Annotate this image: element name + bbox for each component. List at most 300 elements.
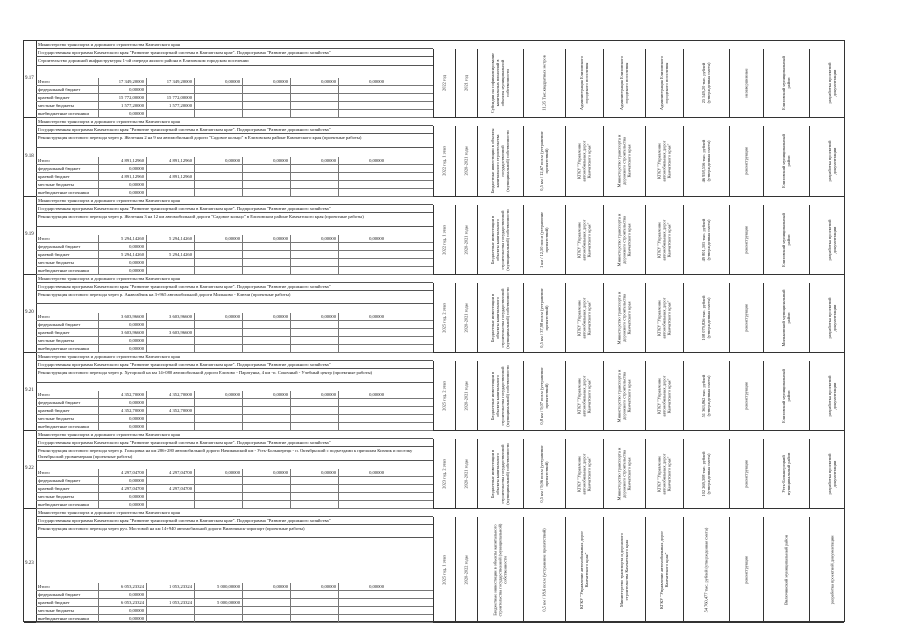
attribute-cell xyxy=(603,517,643,622)
funding-value-cell xyxy=(242,321,290,329)
attribute-cell xyxy=(763,205,807,274)
attribute-text: Администрация Елизовского городского поселения xyxy=(578,55,589,111)
funding-value-cell: 0,00000 xyxy=(242,235,290,243)
funding-value-cell xyxy=(194,477,242,485)
funding-value-cell xyxy=(242,251,290,259)
funding-value-cell: 4 297,04700 xyxy=(98,485,146,493)
funding-value-cell xyxy=(242,407,290,415)
attribute-cell xyxy=(645,283,681,352)
program-header: Государственная программа Камчатского края "Развитие транспортной системы в Камчатском крае". Подпрограмма "Развитие дорожного хозяйства" xyxy=(36,126,433,134)
funding-value-cell xyxy=(242,102,290,110)
funding-value-cell: 15 772,00000 xyxy=(146,94,194,102)
funding-value-cell xyxy=(290,337,338,345)
attribute-cell xyxy=(433,126,453,196)
object-block xyxy=(24,431,844,509)
attribute-text: разработка проектной документации xyxy=(826,374,837,417)
funding-row xyxy=(36,94,433,102)
attribute-columns xyxy=(433,361,844,430)
funding-row xyxy=(36,259,433,267)
funding-value-cell xyxy=(146,181,194,189)
funding-row xyxy=(36,391,433,399)
object-title: Реконструкция мостового перехода через р. Анавгайчик на 3+965 автомобильной дороги Мильково - Ключи (проектные работы) xyxy=(36,291,433,304)
funding-value-cell xyxy=(290,591,338,599)
funding-value-cell: 0,00000 xyxy=(98,501,146,509)
funding-value-cell xyxy=(338,329,386,337)
object-block xyxy=(24,41,844,118)
attribute-text: 0,5 км / 12,67 пог.м (устранение препятствий) xyxy=(538,131,549,191)
attribute-text: Министерство транспорта и дорожного строительства Камчатского края xyxy=(618,532,629,607)
funding-value-cell xyxy=(146,399,194,407)
funding-value-cell xyxy=(146,243,194,251)
funding-source-label: местные бюджеты xyxy=(38,608,74,613)
funding-source-label: внебюджетные источники xyxy=(38,268,89,273)
funding-value-cell: 0,00000 xyxy=(98,345,146,353)
attribute-cell xyxy=(455,205,475,274)
funding-value-cell: 3 603,96600 xyxy=(146,329,194,337)
funding-value-cell xyxy=(194,337,242,345)
attribute-text: 2022 год xyxy=(441,75,446,91)
funding-row xyxy=(36,599,433,607)
funding-value-cell xyxy=(338,599,386,607)
attribute-cell xyxy=(603,283,643,352)
funding-value-cell xyxy=(146,415,194,423)
funding-source-label: краевой бюджет xyxy=(38,252,70,257)
funding-value-cell xyxy=(242,607,290,615)
funding-value-cell xyxy=(146,189,194,197)
funding-value-cell: 4 352,70000 xyxy=(146,391,194,399)
attribute-text: Бюджетные инвестиции в объекты капитального строительства государственной (муниципальной) собственности xyxy=(489,208,510,271)
attribute-text: 2020-2021 годы xyxy=(463,380,468,411)
attribute-columns xyxy=(433,283,844,352)
attribute-cell xyxy=(455,49,475,117)
funding-row xyxy=(36,501,433,509)
funding-value-cell: 0,00000 xyxy=(290,235,338,243)
funding-value-cell xyxy=(290,615,338,623)
attribute-cell xyxy=(523,205,563,274)
funding-value-cell xyxy=(290,415,338,423)
funding-value-cell xyxy=(146,321,194,329)
attribute-cell xyxy=(477,517,521,622)
row-number-label: 9.22 xyxy=(25,466,34,472)
attribute-text: реконструкция xyxy=(743,555,748,584)
funding-value-cell xyxy=(242,94,290,102)
object-block xyxy=(24,509,844,623)
funding-value-cell: 0,00000 xyxy=(98,86,146,94)
funding-value-cell xyxy=(146,345,194,353)
funding-value-cell xyxy=(242,329,290,337)
funding-value-cell: 6 053,23324 xyxy=(98,599,146,607)
funding-row xyxy=(36,415,433,423)
program-header: Государственная программа Камчатского края "Развитие транспортной системы в Камчатском крае". Подпрограмма "Развитие дорожного хозяйства" xyxy=(36,439,433,447)
funding-table xyxy=(36,313,433,353)
attribute-cell xyxy=(729,126,761,196)
funding-value-cell xyxy=(338,399,386,407)
attribute-cell xyxy=(477,283,521,352)
funding-value-cell xyxy=(194,86,242,94)
attribute-cell xyxy=(565,205,601,274)
funding-value-cell: 1 053,23324 xyxy=(146,583,194,591)
document-table xyxy=(23,40,845,622)
attribute-cell xyxy=(729,361,761,430)
attribute-cell xyxy=(477,439,521,508)
funding-value-cell xyxy=(290,607,338,615)
funding-value-cell: 1 577,20000 xyxy=(98,102,146,110)
attribute-text: 2021 год xyxy=(463,75,468,91)
attribute-text: Министерство транспорта и дорожного строительства Камчатского края xyxy=(616,213,631,266)
funding-value-cell xyxy=(194,407,242,415)
attribute-cell xyxy=(683,205,727,274)
attribute-cell xyxy=(763,517,807,622)
funding-value-cell xyxy=(290,173,338,181)
funding-value-cell: 0,00000 xyxy=(290,391,338,399)
funding-value-cell: 4 352,70000 xyxy=(146,407,194,415)
attribute-cell xyxy=(565,49,601,117)
funding-source-label: федеральный бюджет xyxy=(38,244,81,249)
funding-value-cell xyxy=(242,259,290,267)
funding-source-label: федеральный бюджет xyxy=(38,322,81,327)
attribute-text: 2025 год, 2 этап xyxy=(441,302,446,333)
object-title: Реконструкция мостового перехода через руч. Мостовой на км 14+940 автомобильной дороги Вилючинск-аэропорт (проектные работы) xyxy=(36,525,433,538)
attribute-cell xyxy=(477,49,521,117)
funding-value-cell: 0,00000 xyxy=(194,235,242,243)
funding-value-cell: 0,00000 xyxy=(338,157,386,165)
attribute-cell xyxy=(433,361,453,430)
funding-source-label: Итого xyxy=(38,314,50,319)
funding-value-cell: 0,00000 xyxy=(98,615,146,623)
funding-row xyxy=(36,607,433,615)
attribute-cell xyxy=(433,49,453,117)
attribute-cell xyxy=(683,361,727,430)
ministry-header: Министерство транспорта и дорожного строительства Камчатского края xyxy=(36,509,433,517)
attribute-text: КГКУ "Управление автомобильных дорог Камчатского края" xyxy=(656,453,671,494)
funding-value-cell xyxy=(242,615,290,623)
funding-value-cell: 0,00000 xyxy=(242,78,290,86)
funding-value-cell: 0,00000 xyxy=(98,607,146,615)
row-number-label: 9.19 xyxy=(25,232,34,238)
attribute-cell xyxy=(729,283,761,352)
funding-row xyxy=(36,583,433,591)
funding-source-label: краевой бюджет xyxy=(38,330,70,335)
attribute-cell xyxy=(645,49,681,117)
attribute-cell xyxy=(729,439,761,508)
funding-value-cell xyxy=(290,189,338,197)
attribute-text: 49 801,305 тыс. рублей (утвержденная смета) xyxy=(700,218,711,261)
funding-value-cell xyxy=(290,493,338,501)
attribute-text: разработка проектной документации xyxy=(829,535,834,604)
funding-value-cell xyxy=(338,243,386,251)
attribute-cell xyxy=(645,126,681,196)
funding-source-label: местные бюджеты xyxy=(38,338,74,343)
funding-source-label: федеральный бюджет xyxy=(38,592,81,597)
funding-row xyxy=(36,423,433,431)
funding-value-cell xyxy=(290,110,338,118)
funding-value-cell: 0,00000 xyxy=(338,583,386,591)
attribute-cell xyxy=(763,126,807,196)
attribute-text: Субсидии на софинансирование капитальных вложений в объекты муниципальной собственности xyxy=(489,52,510,114)
attribute-text: КГКУ "Управление автомобильных дорог Камчатского края" xyxy=(658,530,669,609)
funding-row xyxy=(36,235,433,243)
attribute-cell xyxy=(683,439,727,508)
program-header: Государственная программа Камчатского края "Развитие транспортной системы в Камчатском крае". Подпрограмма "Развитие дорожного хозяйства" xyxy=(36,517,433,525)
funding-source-label: Итого xyxy=(38,392,50,397)
funding-value-cell: 0,00000 xyxy=(194,469,242,477)
funding-value-cell: 4 297,04700 xyxy=(146,469,194,477)
funding-value-cell xyxy=(194,591,242,599)
funding-value-cell xyxy=(194,423,242,431)
funding-value-cell: 5 294,14260 xyxy=(98,251,146,259)
funding-row xyxy=(36,102,433,110)
funding-value-cell: 0,00000 xyxy=(290,583,338,591)
attribute-cell xyxy=(565,361,601,430)
funding-value-cell xyxy=(146,165,194,173)
funding-value-cell: 0,00000 xyxy=(338,313,386,321)
funding-value-cell: 3 603,96600 xyxy=(146,313,194,321)
ministry-header: Министерство транспорта и дорожного строительства Камчатского края xyxy=(36,197,433,205)
funding-value-cell xyxy=(242,173,290,181)
attribute-text: 102 269,308 тыс. рублей (утвержденная смета) xyxy=(700,451,711,496)
funding-value-cell xyxy=(146,110,194,118)
funding-row xyxy=(36,469,433,477)
funding-value-cell xyxy=(242,399,290,407)
funding-value-cell xyxy=(338,251,386,259)
funding-source-label: внебюджетные источники xyxy=(38,502,89,507)
row-number-label: 9.21 xyxy=(25,388,34,394)
attribute-cell xyxy=(809,205,853,274)
funding-row xyxy=(36,173,433,181)
funding-value-cell: 0,00000 xyxy=(98,267,146,275)
funding-value-cell xyxy=(338,173,386,181)
funding-value-cell xyxy=(338,337,386,345)
funding-value-cell xyxy=(242,493,290,501)
attribute-text: Администрация Елизовского городского поселения xyxy=(618,55,629,111)
funding-value-cell: 0,00000 xyxy=(242,157,290,165)
funding-value-cell: 0,00000 xyxy=(194,157,242,165)
funding-value-cell: 0,00000 xyxy=(338,391,386,399)
funding-value-cell xyxy=(194,243,242,251)
funding-value-cell xyxy=(290,423,338,431)
funding-value-cell: 0,00000 xyxy=(242,313,290,321)
funding-source-label: федеральный бюджет xyxy=(38,400,81,405)
attribute-text: КГКУ "Управление автомобильных дорог Камчатского края" xyxy=(656,375,671,416)
ministry-header: Министерство транспорта и дорожного строительства Камчатского края xyxy=(36,275,433,283)
funding-value-cell xyxy=(242,485,290,493)
funding-source-label: краевой бюджет xyxy=(38,486,70,491)
funding-value-cell xyxy=(194,189,242,197)
funding-value-cell xyxy=(290,251,338,259)
funding-value-cell: 0,00000 xyxy=(98,591,146,599)
attribute-cell xyxy=(763,439,807,508)
attribute-text: реконструкция xyxy=(743,147,748,175)
funding-value-cell xyxy=(338,591,386,599)
attribute-cell xyxy=(455,283,475,352)
ministry-header: Министерство транспорта и дорожного строительства Камчатского края xyxy=(36,118,433,126)
attribute-cell xyxy=(433,205,453,274)
attribute-columns xyxy=(433,517,844,622)
attribute-text: Елизовский муниципальный район xyxy=(780,212,791,267)
attribute-cell xyxy=(455,361,475,430)
funding-value-cell xyxy=(290,329,338,337)
attribute-cell xyxy=(565,517,601,622)
funding-row xyxy=(36,337,433,345)
funding-value-cell xyxy=(194,329,242,337)
funding-value-cell xyxy=(338,485,386,493)
funding-value-cell xyxy=(194,399,242,407)
attribute-text: Елизовский муниципальный район xyxy=(780,368,791,423)
object-block xyxy=(24,197,844,275)
funding-value-cell: 3 603,96600 xyxy=(98,313,146,321)
attribute-cell xyxy=(433,517,453,622)
funding-value-cell: 0,00000 xyxy=(98,337,146,345)
funding-value-cell: 0,00000 xyxy=(98,321,146,329)
object-title: Реконструкция мостового перехода через р. Хуторской на км 14+080 автомобильной дороги Елизово - Паратунка, 4 км -п. Сокочный - Учебный центр (проектные работы) xyxy=(36,369,433,383)
funding-value-cell: 4 891,12960 xyxy=(146,157,194,165)
funding-value-cell xyxy=(146,501,194,509)
funding-source-label: Итого xyxy=(38,79,50,84)
funding-value-cell xyxy=(338,415,386,423)
ministry-header: Министерство транспорта и дорожного строительства Камчатского края xyxy=(36,353,433,361)
attribute-text: 108 079,826 тыс. рублей (утвержденная смета) xyxy=(700,295,711,340)
attribute-cell xyxy=(565,439,601,508)
funding-value-cell: 17 349,20000 xyxy=(146,78,194,86)
attribute-text: 11,35 Тыс.квадратных метров xyxy=(541,55,546,111)
funding-value-cell xyxy=(242,423,290,431)
funding-value-cell: 1 577,20000 xyxy=(146,102,194,110)
attribute-columns xyxy=(433,49,844,117)
funding-value-cell xyxy=(242,599,290,607)
attribute-cell xyxy=(729,205,761,274)
attribute-text: разработка проектной документации xyxy=(826,62,837,104)
funding-value-cell xyxy=(338,86,386,94)
funding-value-cell xyxy=(338,165,386,173)
attribute-cell xyxy=(477,361,521,430)
attribute-text: 2023 год, 2 этап xyxy=(441,458,446,489)
funding-row xyxy=(36,493,433,501)
attribute-text: 2022 год, 1 этап xyxy=(441,224,446,255)
attribute-cell xyxy=(523,126,563,196)
funding-value-cell xyxy=(290,399,338,407)
funding-value-cell xyxy=(338,267,386,275)
funding-source-label: Итого xyxy=(38,236,50,241)
funding-row xyxy=(36,157,433,165)
funding-value-cell xyxy=(194,607,242,615)
funding-source-label: местные бюджеты xyxy=(38,260,74,265)
funding-value-cell xyxy=(242,415,290,423)
attribute-text: Министерство транспорта и дорожного строительства Камчатского края xyxy=(616,369,631,422)
funding-row xyxy=(36,329,433,337)
funding-value-cell xyxy=(146,337,194,345)
attribute-cell xyxy=(433,439,453,508)
funding-source-label: внебюджетные источники xyxy=(38,346,89,351)
funding-row xyxy=(36,243,433,251)
funding-value-cell xyxy=(194,415,242,423)
funding-table xyxy=(36,583,433,623)
funding-row xyxy=(36,86,433,94)
funding-row xyxy=(36,345,433,353)
attribute-cell xyxy=(523,361,563,430)
funding-source-label: краевой бюджет xyxy=(38,174,70,179)
attribute-text: Елизовский муниципальный район xyxy=(780,134,791,188)
funding-source-label: Итого xyxy=(38,158,50,163)
attribute-cell xyxy=(565,283,601,352)
attribute-text: КГКУ "Управление автомобильных дорог Камчатского края" xyxy=(578,530,589,609)
funding-value-cell: 0,00000 xyxy=(194,391,242,399)
funding-value-cell xyxy=(338,259,386,267)
attribute-cell xyxy=(645,439,681,508)
funding-value-cell xyxy=(290,102,338,110)
funding-value-cell xyxy=(290,345,338,353)
attribute-text: КГКУ "Управление автомобильных дорог Камчатского края" xyxy=(656,140,671,182)
program-header: Государственная программа Камчатского края "Развитие транспортной системы в Камчатском крае". Подпрограмма "Развитие дорожного хозяйства" xyxy=(36,361,433,369)
funding-source-label: внебюджетные источники xyxy=(38,111,89,116)
funding-value-cell xyxy=(338,94,386,102)
attribute-cell xyxy=(763,361,807,430)
attribute-text: КГКУ "Управление автомобильных дорог Камчатского края" xyxy=(576,140,591,182)
funding-source-label: Итого xyxy=(38,584,50,589)
funding-value-cell: 0,00000 xyxy=(98,243,146,251)
attribute-text: Бюджетные инвестиции в объекты капитального строительства государственной (муниципальной) собственности xyxy=(489,442,510,505)
funding-value-cell: 17 349,20000 xyxy=(98,78,146,86)
funding-value-cell xyxy=(338,477,386,485)
funding-value-cell xyxy=(242,110,290,118)
funding-source-label: местные бюджеты xyxy=(38,103,74,108)
funding-value-cell: 3 603,96600 xyxy=(98,329,146,337)
funding-value-cell xyxy=(290,165,338,173)
funding-value-cell xyxy=(194,321,242,329)
funding-value-cell xyxy=(194,173,242,181)
attribute-text: 2025 год, 2 этап xyxy=(441,380,446,411)
funding-value-cell xyxy=(290,181,338,189)
funding-source-label: Итого xyxy=(38,470,50,475)
funding-value-cell xyxy=(194,181,242,189)
funding-value-cell xyxy=(338,615,386,623)
funding-value-cell xyxy=(338,501,386,509)
funding-value-cell xyxy=(146,267,194,275)
funding-value-cell xyxy=(146,607,194,615)
funding-row xyxy=(36,78,433,86)
funding-value-cell xyxy=(338,493,386,501)
row-number-label: 9.17 xyxy=(25,75,34,81)
funding-source-label: федеральный бюджет xyxy=(38,87,81,92)
attribute-cell xyxy=(455,517,475,622)
funding-value-cell xyxy=(338,110,386,118)
attribute-text: 54 760,477 тыс. рублей (утвержденная смета) xyxy=(703,527,708,612)
funding-value-cell xyxy=(194,251,242,259)
attribute-text: реконструкция xyxy=(743,459,748,488)
object-title: Реконструкция мостового перехода через р. Железная 3 на 12 км автомобильной дороги "Садовое кольцо" в Елизовском районе Камчатского края (проектные работы) xyxy=(36,213,433,227)
attribute-cell xyxy=(645,517,681,622)
attribute-text: 2020-2021 годы xyxy=(463,224,468,255)
attribute-text: незавершенные xyxy=(743,68,748,98)
funding-value-cell: 0,00000 xyxy=(194,78,242,86)
funding-source-label: местные бюджеты xyxy=(38,182,74,187)
funding-value-cell xyxy=(194,345,242,353)
ministry-header: Министерство транспорта и дорожного строительства Камчатского края xyxy=(36,41,433,49)
attribute-cell xyxy=(809,49,853,117)
attribute-text: 0,8 км / 9,07 пог.м (устранение препятствий) xyxy=(538,366,549,425)
funding-value-cell xyxy=(290,485,338,493)
funding-value-cell: 4 891,12960 xyxy=(98,157,146,165)
attribute-cell xyxy=(603,361,643,430)
funding-source-label: федеральный бюджет xyxy=(38,166,81,171)
funding-value-cell: 0,00000 xyxy=(98,423,146,431)
attribute-text: 2020-2022 годы xyxy=(463,554,468,585)
funding-value-cell: 0,00000 xyxy=(338,78,386,86)
attribute-cell xyxy=(433,283,453,352)
attribute-cell xyxy=(523,439,563,508)
attribute-cell xyxy=(683,49,727,117)
attribute-text: Бюджетные инвестиции в объекты капитального строительства государственной (муниципальной) собственности xyxy=(492,523,507,616)
funding-row xyxy=(36,313,433,321)
